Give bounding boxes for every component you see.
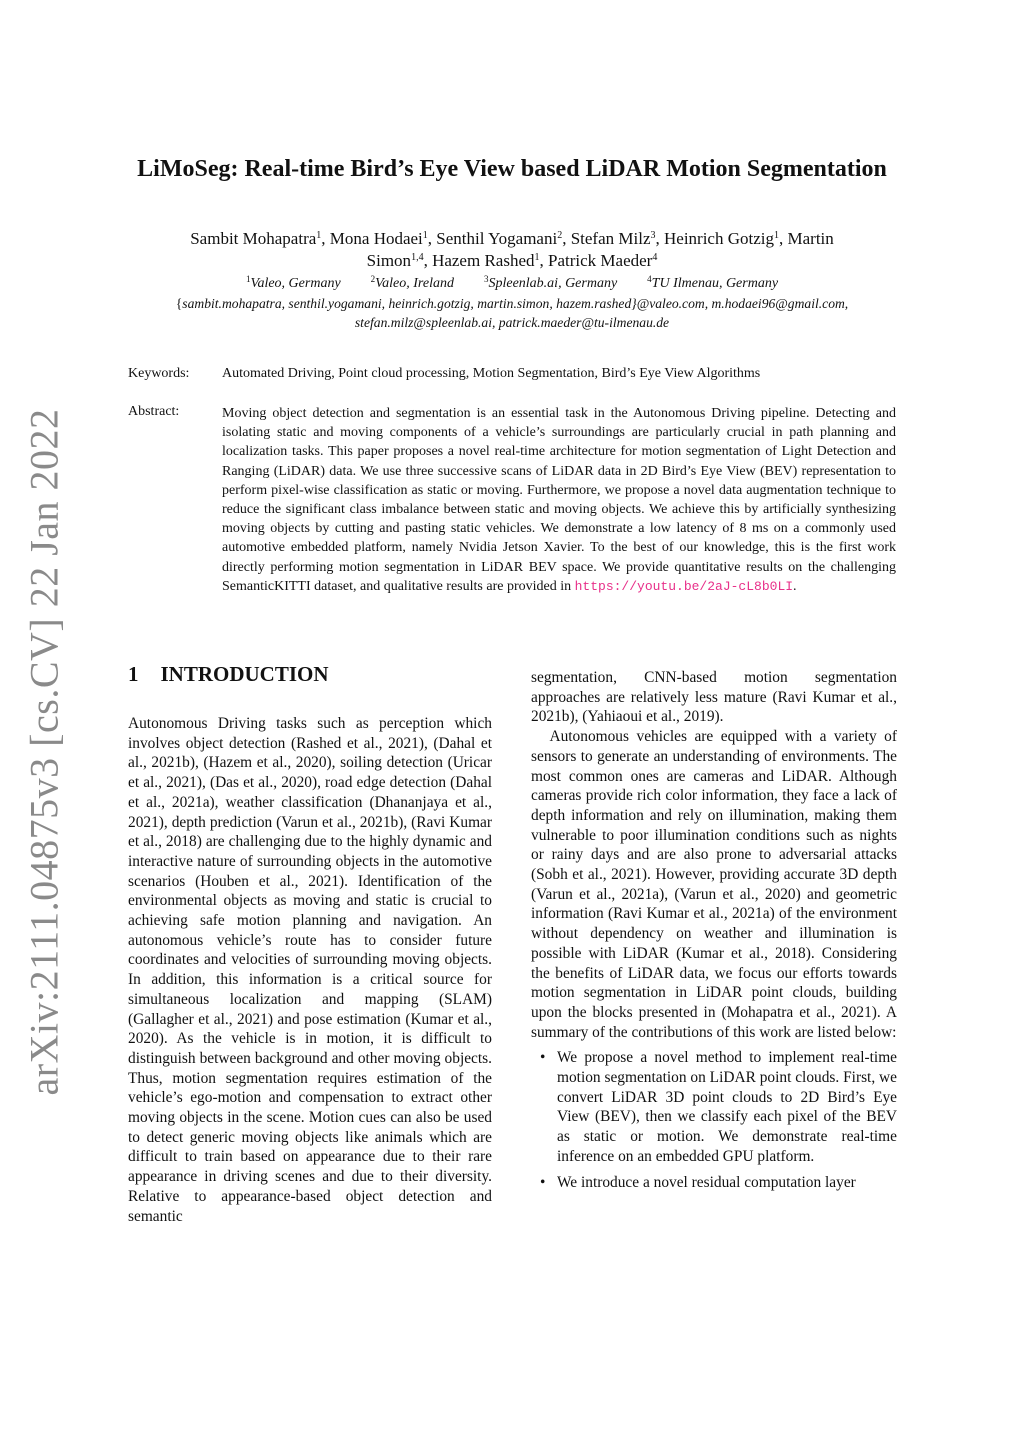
author-name: , Martin	[779, 229, 834, 248]
list-item-text: We introduce a novel residual computation layer	[557, 1173, 856, 1191]
intro-paragraph-continued: segmentation, CNN-based motion segmentation approaches are relatively less mature (Ravi Kumar et al., 2021b), (Yahiaoui et al., 2019).	[531, 669, 897, 726]
contribution-list	[531, 1048, 897, 1192]
email-brace-open: {	[175, 296, 183, 311]
affiliation	[246, 276, 341, 291]
keywords-label: Keywords:	[128, 366, 190, 381]
author-list	[128, 228, 896, 272]
paper-title: LiMoSeg: Real-time Bird’s Eye View based LiDAR Motion Segmentation	[137, 156, 887, 182]
email-domain-line: }@valeo.com, m.hodaei96@gmail.com,	[631, 296, 849, 311]
section-heading	[128, 662, 329, 687]
affiliation	[371, 276, 454, 291]
affiliation-mark: 4	[647, 274, 652, 284]
list-item-text: We propose a novel method to implement real-time motion segmentation on LiDAR point clouds. First, we convert LiDAR 3D point clouds to 2D Bird’s Eye View (BEV), then we classify each pixel of the BEV as static or motion. We demonstrate real-time inference on an embedded GPU platform.	[557, 1049, 897, 1165]
author-affiliation-mark: 1,4	[411, 252, 424, 263]
affiliation-name: Spleenlab.ai, Germany	[488, 276, 618, 291]
author-name: , Heinrich Gotzig	[655, 229, 774, 248]
right-column	[531, 668, 897, 1198]
email-group: sambit.mohapatra, senthil.yogamani, heinrich.gotzig, martin.simon, hazem.rashed	[182, 296, 632, 311]
author-name: , Hazem Rashed	[423, 251, 535, 270]
left-column	[128, 714, 492, 1226]
arxiv-identifier: arXiv:2111.04875v3 [cs.CV] 22 Jan 2022	[21, 408, 67, 1096]
email-line-2: stefan.milz@spleenlab.ai, patrick.maeder@tu-ilmenau.de	[354, 315, 670, 330]
abstract-text: Moving object detection and segmentation is an essential task in the Autonomous Driving pipeline. Detecting and isolating static and moving components of a vehicle’s surroundings are particularly crucial in path planning and localization tasks. This paper proposes a novel real-time architecture for motion segmentation of Light Detection and Ranging (LiDAR) data. We use three successive scans of LiDAR data in 2D Bird’s Eye View (BEV) representation to perform pixel-wise classification as static or moving. Furthermore, we propose a novel data augmentation technique to reduce the significant class imbalance between static and moving objects. We achieve this by artificially synthesizing moving objects by cutting and pasting static vehicles. We demonstrate a low latency of 8 ms on a commonly used automotive embedded platform, namely Nvidia Jetson Xavier. To the best of our knowledge, this is the first work directly performing motion segmentation in LiDAR BEV space. We provide quantitative results on the challenging SemanticKITTI dataset, and qualitative results are provided in	[222, 406, 896, 594]
abstract-label: Abstract:	[128, 404, 180, 419]
intro-paragraph: Autonomous vehicles are equipped with a variety of sensors to generate an understanding of environments. The most common ones are cameras and LiDAR. Although cameras provide rich color information, they face a lack of depth information and rely on illumination, making them vulnerable to poor illumination conditions such as nights or rainy days and are also prone to adversarial attacks (Sobh et al., 2021). However, providing accurate 3D depth (Varun et al., 2021a), (Varun et al., 2020) and geometric information (Ravi Kumar et al., 2021a) of the environment without dependency on weather and illumination is possible with LiDAR (Kumar et al., 2018). Considering the benefits of LiDAR data, we focus our efforts towards motion segmentation in LiDAR point clouds, building upon the blocks presented in (Mohapatra et al., 2021). A summary of the contributions of this work are listed below:	[531, 728, 897, 1041]
author-name: , Stefan Milz	[562, 229, 651, 248]
affiliation-name: Valeo, Ireland	[375, 276, 454, 291]
list-item	[540, 1048, 897, 1166]
author-name: , Senthil Yogamani	[427, 229, 558, 248]
abstract-body	[222, 404, 896, 596]
section-title: INTRODUCTION	[160, 662, 329, 686]
affiliation	[647, 276, 778, 291]
author-name: Sambit Mohapatra	[190, 229, 317, 248]
affiliation-mark: 1	[245, 274, 251, 284]
author-affiliation-mark: 2	[557, 230, 563, 241]
video-link[interactable]: https://youtu.be/2aJ-cL8b0LI	[574, 578, 794, 594]
author-emails	[110, 294, 914, 332]
author-affiliation-mark: 3	[650, 230, 656, 241]
author-name: , Mona Hodaei	[321, 229, 423, 248]
affiliation-name: TU Ilmenau, Germany	[651, 276, 779, 291]
author-affiliation-mark: 4	[652, 252, 658, 263]
intro-paragraph: Autonomous Driving tasks such as perception which involves object detection (Rashed et al., 2021), (Dahal et al., 2021b), (Hazem et al., 2020), soiling detection (Uricar et al., 2021), (Das et al., 2020), road edge detection (Dahal et al., 2021a), weather classification (Dhananjaya et al., 2021), depth prediction (Varun et al., 2021b), (Ravi Kumar et al., 2018) are challenging due to the highly dynamic and interactive nature of surrounding objects in the automotive scenarios (Houben et al., 2021). Identification of the environmental objects as moving and static is crucial to achieving safe motion planning and navigation. An autonomous vehicle’s route has to consider future coordinates and velocities of surrounding moving objects. In addition, this information is a critical source for simultaneous localization and mapping (SLAM) (Gallagher et al., 2021) and pose estimation (Kumar et al., 2020). As the vehicle is in motion, it is difficult to distinguish between background and other moving objects. Thus, motion segmentation requires estimation of the vehicle’s ego-motion and compensation to extract other moving objects in the scene. Motion cues can also be used to detect generic moving objects like animals which are difficult to train based on appearance due to their rare appearance in driving scenes and due to their diversity. Relative to appearance-based object detection and semantic	[128, 715, 492, 1225]
keywords-text: Automated Driving, Point cloud processing, Motion Segmentation, Bird’s Eye View Algorithms	[222, 366, 761, 381]
list-item	[540, 1173, 897, 1193]
abstract-end: .	[793, 578, 797, 594]
author-affiliation-mark: 1	[316, 230, 322, 241]
affiliation-list	[128, 275, 896, 293]
affiliation	[484, 276, 617, 291]
author-affiliation-mark: 1	[534, 252, 540, 263]
section-number: 1	[128, 662, 139, 686]
author-name: , Patrick Maeder	[539, 251, 653, 270]
affiliation-mark: 3	[483, 274, 489, 284]
affiliation-name: Valeo, Germany	[250, 276, 341, 291]
author-affiliation-mark: 1	[774, 230, 779, 241]
affiliation-mark: 2	[370, 274, 376, 284]
bullet-icon: •	[540, 1173, 546, 1191]
bullet-icon: •	[540, 1049, 546, 1067]
author-affiliation-mark: 1	[422, 230, 428, 241]
author-name: Simon	[366, 251, 412, 270]
